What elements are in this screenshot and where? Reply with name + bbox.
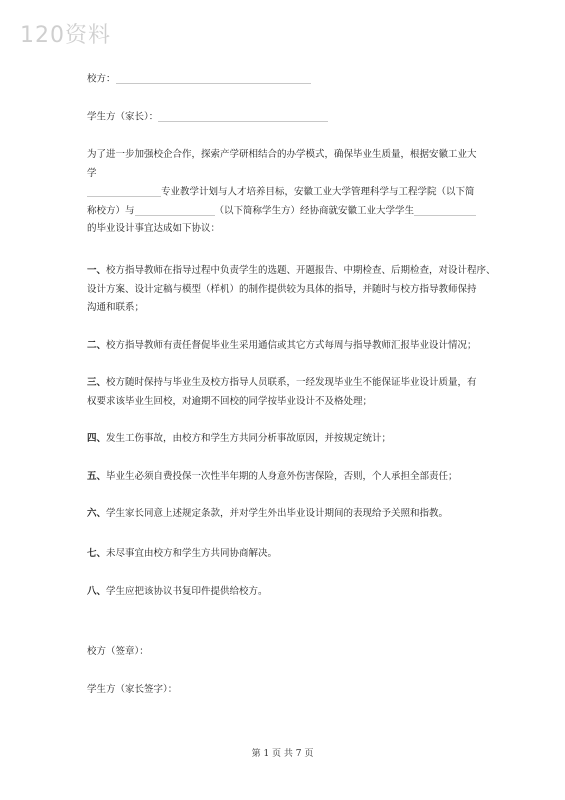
student-name-blank bbox=[135, 206, 215, 216]
clause-1-line-2 bbox=[87, 285, 477, 295]
school-signature: 校方（签章）： bbox=[87, 646, 149, 657]
clause-2-line-1 bbox=[87, 341, 477, 351]
clause-7-line-1 bbox=[87, 549, 277, 559]
clause-1-text: 设计方案、设计定稿与模型（样机）的制作提供较为具体的指导，并随时与校方指导教师保持 bbox=[87, 283, 477, 295]
clause-8-text: 学生应把该协议书复印件提供给校方。 bbox=[106, 586, 268, 597]
student-blank bbox=[414, 206, 476, 216]
intro-line-3-text: 专业教学计划与人才培养目标，安徽工业大学管理科学与工程学院（以下简 bbox=[161, 186, 475, 198]
clause-6-text: 学生家长同意上述规定条款，并对学生外出毕业设计期间的表现给予关照和指教。 bbox=[106, 508, 449, 519]
school-party-label: 校方： bbox=[87, 73, 116, 85]
clause-8-line-1 bbox=[87, 587, 268, 597]
student-signature: 学生方（家长签字）： bbox=[87, 684, 178, 695]
intro-line-1: 为了进一步加强校企合作，探索产学研相结合的办学模式，确保毕业生质量，根据安徽工业大 bbox=[87, 149, 477, 160]
major-blank bbox=[87, 187, 161, 197]
school-party-blank bbox=[116, 74, 311, 84]
student-party-label: 学生方（家长）： bbox=[87, 111, 159, 123]
clause-1-line-3 bbox=[87, 303, 144, 313]
student-party-blank bbox=[158, 112, 328, 122]
clause-4-line-1 bbox=[87, 434, 391, 444]
clause-5-number: 五、 bbox=[87, 471, 107, 482]
clause-1-text: 校方指导教师在指导过程中负责学生的选题、开题报告、中期检查、后期检查，对设计程序、 bbox=[106, 265, 496, 276]
clause-3-text: 权要求该毕业生回校，对逾期不回校的同学按毕业设计不及格处理； bbox=[87, 395, 373, 407]
clause-7-text: 未尽事宜由校方和学生方共同协商解决。 bbox=[106, 548, 278, 559]
school-party-line bbox=[87, 74, 311, 84]
clause-7-number: 七、 bbox=[87, 548, 107, 559]
clause-3-line-1 bbox=[87, 378, 477, 388]
intro-line-4-a: 称校方）与 bbox=[87, 205, 135, 217]
clause-5-text: 毕业生必须自费投保一次性半年期的人身意外伤害保险，否则，个人承担全部责任； bbox=[106, 471, 458, 482]
clause-6-number: 六、 bbox=[87, 508, 107, 519]
clause-2-text: 校方指导教师有责任督促毕业生采用通信或其它方式每周与指导教师汇报毕业设计情况； bbox=[106, 340, 477, 351]
student-party-line bbox=[87, 112, 328, 122]
clause-1-number: 一、 bbox=[87, 265, 107, 276]
intro-line-4-b: （以下简称学生方）经协商就安徽工业大学学生 bbox=[214, 205, 415, 217]
clause-5-line-1 bbox=[87, 472, 458, 482]
intro-line-4 bbox=[87, 206, 476, 216]
clause-3-text: 校方随时保持与毕业生及校方指导人员联系，一经发现毕业生不能保证毕业设计质量，有 bbox=[106, 377, 477, 388]
clause-1-text: 沟通和联系； bbox=[87, 302, 145, 313]
clause-1-line-1 bbox=[87, 266, 496, 276]
page-number: 第 1 页 共 7 页 bbox=[251, 749, 314, 759]
intro-line-2: 学 bbox=[87, 168, 97, 179]
intro-line-3 bbox=[87, 187, 475, 197]
clause-4-text: 发生工伤事故，由校方和学生方共同分析事故原因，并按规定统计； bbox=[106, 433, 392, 444]
clause-6-line-1 bbox=[87, 509, 448, 519]
clause-3-number: 三、 bbox=[87, 377, 107, 388]
clause-2-number: 二、 bbox=[87, 340, 107, 351]
intro-line-5: 的毕业设计事宜达成如下协议： bbox=[87, 223, 221, 234]
clause-8-number: 八、 bbox=[87, 586, 107, 597]
clause-3-line-2 bbox=[87, 397, 372, 407]
watermark-logo: 120资料 bbox=[20, 23, 111, 48]
clause-4-number: 四、 bbox=[87, 433, 107, 444]
